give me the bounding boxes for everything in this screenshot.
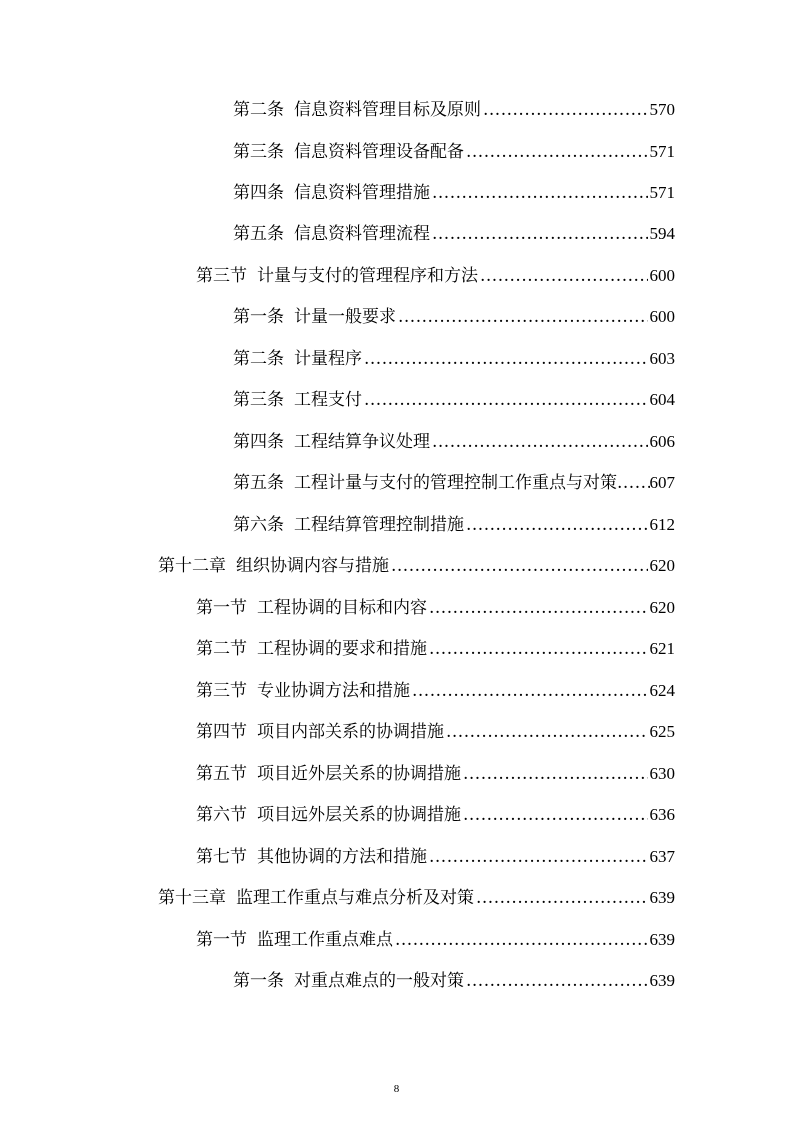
entry-page: 600 bbox=[649, 307, 675, 326]
entry-number: 第十二章 bbox=[158, 556, 226, 576]
entry-number: 第六条 bbox=[233, 515, 284, 535]
entry-title: 工程支付 bbox=[294, 390, 362, 410]
toc-entry[interactable] bbox=[233, 347, 675, 371]
entry-number: 第五条 bbox=[233, 473, 284, 493]
entry-title: 对重点难点的一般对策 bbox=[294, 971, 464, 991]
entry-page: 630 bbox=[649, 764, 675, 783]
toc-entry[interactable] bbox=[196, 264, 675, 288]
entry-title: 其他协调的方法和措施 bbox=[257, 847, 427, 867]
entry-page: 571 bbox=[649, 142, 675, 161]
entry-number: 第一节 bbox=[196, 930, 247, 950]
entry-page: 639 bbox=[649, 888, 675, 907]
toc-entry[interactable] bbox=[233, 513, 675, 537]
toc-entry[interactable] bbox=[158, 554, 675, 578]
entry-page: 606 bbox=[649, 432, 675, 451]
entry-page: 612 bbox=[649, 515, 675, 534]
toc-entry[interactable] bbox=[196, 720, 675, 744]
dot-leader bbox=[466, 140, 648, 164]
toc-entry[interactable] bbox=[233, 181, 675, 205]
entry-title: 监理工作重点与难点分析及对策 bbox=[236, 888, 474, 908]
entry-page: 571 bbox=[649, 183, 675, 202]
entry-page: 637 bbox=[649, 847, 675, 866]
entry-number: 第一节 bbox=[196, 598, 247, 618]
entry-number: 第六节 bbox=[196, 805, 247, 825]
entry-title: 工程结算争议处理 bbox=[294, 432, 430, 452]
dot-leader bbox=[476, 886, 648, 910]
entry-title: 工程协调的要求和措施 bbox=[257, 639, 427, 659]
entry-title: 计量程序 bbox=[294, 349, 362, 369]
toc-entry[interactable] bbox=[233, 969, 675, 993]
dot-leader bbox=[391, 554, 648, 578]
toc-entry[interactable] bbox=[233, 430, 675, 454]
entry-title: 计量与支付的管理程序和方法 bbox=[257, 266, 478, 286]
toc-entry[interactable] bbox=[196, 928, 675, 952]
dot-leader bbox=[398, 305, 648, 329]
dot-leader bbox=[463, 762, 648, 786]
dot-leader bbox=[412, 679, 648, 703]
dot-leader bbox=[463, 803, 648, 827]
toc-entry[interactable] bbox=[196, 762, 675, 786]
entry-number: 第四条 bbox=[233, 183, 284, 203]
dot-leader bbox=[395, 928, 648, 952]
entry-number: 第七节 bbox=[196, 847, 247, 867]
entry-title: 计量一般要求 bbox=[294, 307, 396, 327]
toc-entry[interactable] bbox=[196, 637, 675, 661]
entry-page: 621 bbox=[649, 639, 675, 658]
toc-entry[interactable] bbox=[233, 98, 675, 122]
entry-title: 信息资料管理措施 bbox=[294, 183, 430, 203]
entry-number: 第二条 bbox=[233, 349, 284, 369]
page-number: 8 bbox=[393, 1083, 400, 1095]
entry-number: 第一条 bbox=[233, 307, 284, 327]
toc-entry[interactable] bbox=[233, 471, 675, 495]
dot-leader bbox=[432, 430, 648, 454]
entry-title: 工程计量与支付的管理控制工作重点与对策 bbox=[294, 473, 617, 493]
dot-leader bbox=[364, 388, 648, 412]
entry-number: 第三条 bbox=[233, 142, 284, 162]
dot-leader bbox=[432, 181, 648, 205]
toc-entry[interactable] bbox=[158, 886, 675, 910]
dot-leader bbox=[429, 637, 648, 661]
dot-leader bbox=[429, 596, 648, 620]
entry-page: 607 bbox=[649, 473, 675, 492]
entry-number: 第四节 bbox=[196, 722, 247, 742]
toc-entry[interactable] bbox=[233, 388, 675, 412]
entry-number: 第五节 bbox=[196, 764, 247, 784]
dot-leader bbox=[466, 513, 648, 537]
entry-title: 专业协调方法和措施 bbox=[257, 681, 410, 701]
entry-number: 第四条 bbox=[233, 432, 284, 452]
entry-number: 第三节 bbox=[196, 681, 247, 701]
dot-leader bbox=[466, 969, 648, 993]
toc-entry[interactable] bbox=[196, 596, 675, 620]
entry-page: 620 bbox=[649, 556, 675, 575]
dot-leader bbox=[364, 347, 648, 371]
entry-number: 第五条 bbox=[233, 224, 284, 244]
dot-leader bbox=[617, 471, 650, 495]
entry-number: 第二节 bbox=[196, 639, 247, 659]
entry-page: 625 bbox=[649, 722, 675, 741]
toc-entry[interactable] bbox=[233, 305, 675, 329]
dot-leader bbox=[483, 98, 648, 122]
entry-page: 603 bbox=[649, 349, 675, 368]
entry-title: 组织协调内容与措施 bbox=[236, 556, 389, 576]
entry-title: 项目远外层关系的协调措施 bbox=[257, 805, 461, 825]
entry-title: 项目内部关系的协调措施 bbox=[257, 722, 444, 742]
entry-page: 570 bbox=[649, 100, 675, 119]
toc-entry[interactable] bbox=[233, 222, 675, 246]
toc-entry[interactable] bbox=[196, 679, 675, 703]
toc-entry[interactable] bbox=[196, 803, 675, 827]
entry-number: 第三条 bbox=[233, 390, 284, 410]
entry-page: 636 bbox=[649, 805, 675, 824]
entry-number: 第十三章 bbox=[158, 888, 226, 908]
entry-number: 第二条 bbox=[233, 100, 284, 120]
entry-page: 600 bbox=[649, 266, 675, 285]
entry-number: 第三节 bbox=[196, 266, 247, 286]
entry-title: 项目近外层关系的协调措施 bbox=[257, 764, 461, 784]
entry-page: 604 bbox=[649, 390, 675, 409]
entry-title: 工程协调的目标和内容 bbox=[257, 598, 427, 618]
entry-title: 信息资料管理目标及原则 bbox=[294, 100, 481, 120]
dot-leader bbox=[446, 720, 648, 744]
toc-entry[interactable] bbox=[233, 140, 675, 164]
entry-title: 信息资料管理流程 bbox=[294, 224, 430, 244]
entry-page: 594 bbox=[649, 224, 675, 243]
entry-title: 监理工作重点难点 bbox=[257, 930, 393, 950]
entry-page: 620 bbox=[649, 598, 675, 617]
dot-leader bbox=[429, 845, 648, 869]
entry-page: 624 bbox=[649, 681, 675, 700]
toc-entry[interactable] bbox=[196, 845, 675, 869]
entry-page: 639 bbox=[649, 971, 675, 990]
entry-page: 639 bbox=[649, 930, 675, 949]
dot-leader bbox=[432, 222, 648, 246]
entry-title: 信息资料管理设备配备 bbox=[294, 142, 464, 162]
entry-title: 工程结算管理控制措施 bbox=[294, 515, 464, 535]
entry-number: 第一条 bbox=[233, 971, 284, 991]
dot-leader bbox=[480, 264, 648, 288]
